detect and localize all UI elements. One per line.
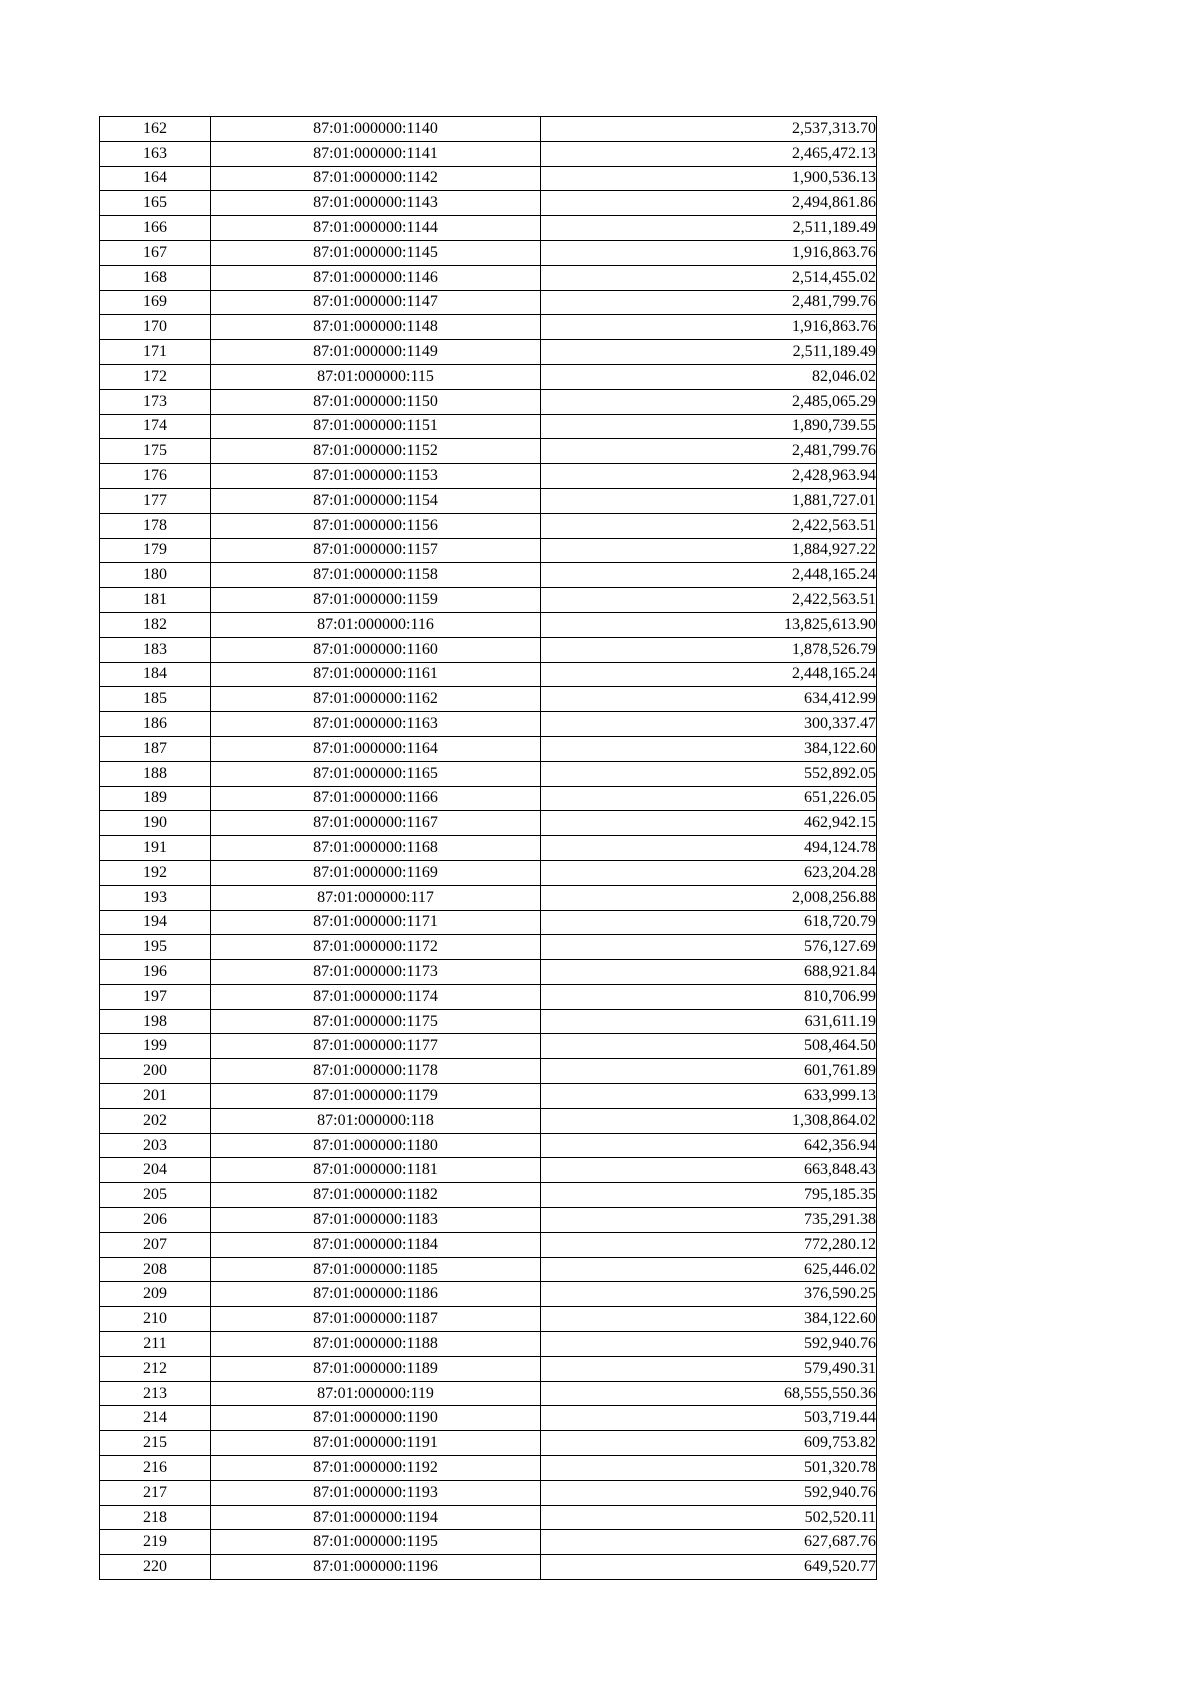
cadastral-value-cell: 592,940.76 — [541, 1332, 877, 1357]
table-row — [100, 488, 877, 513]
cadastral-value-cell: 631,611.19 — [541, 1009, 877, 1034]
row-number-cell: 162 — [100, 117, 211, 142]
row-number-cell: 198 — [100, 1009, 211, 1034]
table-row — [100, 1108, 877, 1133]
row-number-cell: 197 — [100, 984, 211, 1009]
table-row — [100, 1480, 877, 1505]
cadastral-number-cell: 87:01:000000:1165 — [211, 761, 541, 786]
cadastral-number-cell: 87:01:000000:1187 — [211, 1307, 541, 1332]
table-row — [100, 1406, 877, 1431]
table-row — [100, 1530, 877, 1555]
cadastral-value-cell: 13,825,613.90 — [541, 612, 877, 637]
cadastral-number-cell: 87:01:000000:1152 — [211, 439, 541, 464]
cadastral-number-cell: 87:01:000000:1182 — [211, 1183, 541, 1208]
cadastral-value-cell: 1,900,536.13 — [541, 166, 877, 191]
row-number-cell: 186 — [100, 712, 211, 737]
cadastral-number-cell: 87:01:000000:1162 — [211, 687, 541, 712]
row-number-cell: 208 — [100, 1257, 211, 1282]
cadastral-number-cell: 87:01:000000:1144 — [211, 216, 541, 241]
table-row — [100, 811, 877, 836]
table-row — [100, 836, 877, 861]
row-number-cell: 192 — [100, 860, 211, 885]
cadastral-value-cell: 502,520.11 — [541, 1505, 877, 1530]
cadastral-value-cell: 609,753.82 — [541, 1431, 877, 1456]
cadastral-number-cell: 87:01:000000:117 — [211, 885, 541, 910]
cadastral-number-cell: 87:01:000000:1194 — [211, 1505, 541, 1530]
cadastral-number-cell: 87:01:000000:1186 — [211, 1282, 541, 1307]
cadastral-number-cell: 87:01:000000:1185 — [211, 1257, 541, 1282]
cadastral-value-cell: 2,422,563.51 — [541, 513, 877, 538]
cadastral-number-cell: 87:01:000000:1161 — [211, 662, 541, 687]
cadastral-number-cell: 87:01:000000:1177 — [211, 1034, 541, 1059]
cadastral-value-cell: 82,046.02 — [541, 364, 877, 389]
cadastral-number-cell: 87:01:000000:1167 — [211, 811, 541, 836]
table-row — [100, 538, 877, 563]
cadastral-number-cell: 87:01:000000:1196 — [211, 1555, 541, 1580]
cadastral-number-cell: 87:01:000000:1178 — [211, 1059, 541, 1084]
row-number-cell: 199 — [100, 1034, 211, 1059]
row-number-cell: 179 — [100, 538, 211, 563]
table-row — [100, 240, 877, 265]
row-number-cell: 164 — [100, 166, 211, 191]
table-row — [100, 1356, 877, 1381]
cadastral-value-cell: 592,940.76 — [541, 1480, 877, 1505]
table-row — [100, 1257, 877, 1282]
cadastral-number-cell: 87:01:000000:1153 — [211, 464, 541, 489]
cadastral-value-cell: 501,320.78 — [541, 1456, 877, 1481]
table-row — [100, 860, 877, 885]
row-number-cell: 218 — [100, 1505, 211, 1530]
cadastral-number-cell: 87:01:000000:1157 — [211, 538, 541, 563]
cadastral-value-cell: 601,761.89 — [541, 1059, 877, 1084]
cadastral-value-cell: 1,881,727.01 — [541, 488, 877, 513]
table-row — [100, 687, 877, 712]
table-row — [100, 712, 877, 737]
row-number-cell: 210 — [100, 1307, 211, 1332]
cadastral-value-cell: 462,942.15 — [541, 811, 877, 836]
cadastral-value-cell: 625,446.02 — [541, 1257, 877, 1282]
cadastral-value-cell: 2,485,065.29 — [541, 389, 877, 414]
table-row — [100, 166, 877, 191]
cadastral-number-cell: 87:01:000000:1172 — [211, 935, 541, 960]
table-row — [100, 315, 877, 340]
row-number-cell: 175 — [100, 439, 211, 464]
row-number-cell: 180 — [100, 563, 211, 588]
row-number-cell: 190 — [100, 811, 211, 836]
table-row — [100, 1555, 877, 1580]
row-number-cell: 181 — [100, 588, 211, 613]
row-number-cell: 170 — [100, 315, 211, 340]
cadastral-number-cell: 87:01:000000:1142 — [211, 166, 541, 191]
cadastral-value-cell: 552,892.05 — [541, 761, 877, 786]
cadastral-number-cell: 87:01:000000:1190 — [211, 1406, 541, 1431]
row-number-cell: 194 — [100, 910, 211, 935]
table-row — [100, 761, 877, 786]
table-row — [100, 290, 877, 315]
row-number-cell: 178 — [100, 513, 211, 538]
cadastral-value-cell: 1,878,526.79 — [541, 637, 877, 662]
cadastral-number-cell: 87:01:000000:1147 — [211, 290, 541, 315]
table-row — [100, 637, 877, 662]
row-number-cell: 212 — [100, 1356, 211, 1381]
cadastral-number-cell: 87:01:000000:1188 — [211, 1332, 541, 1357]
cadastral-value-cell: 1,890,739.55 — [541, 414, 877, 439]
table-row — [100, 1009, 877, 1034]
cadastral-number-cell: 87:01:000000:1150 — [211, 389, 541, 414]
row-number-cell: 204 — [100, 1158, 211, 1183]
cadastral-value-cell: 508,464.50 — [541, 1034, 877, 1059]
row-number-cell: 187 — [100, 736, 211, 761]
cadastral-value-cell: 1,916,863.76 — [541, 240, 877, 265]
cadastral-number-cell: 87:01:000000:1160 — [211, 637, 541, 662]
cadastral-number-cell: 87:01:000000:1183 — [211, 1208, 541, 1233]
table-row — [100, 1332, 877, 1357]
table-row — [100, 1158, 877, 1183]
cadastral-value-cell: 2,494,861.86 — [541, 191, 877, 216]
row-number-cell: 183 — [100, 637, 211, 662]
row-number-cell: 215 — [100, 1431, 211, 1456]
table-row — [100, 563, 877, 588]
cadastral-number-cell: 87:01:000000:1175 — [211, 1009, 541, 1034]
row-number-cell: 176 — [100, 464, 211, 489]
table-row — [100, 191, 877, 216]
table-row — [100, 588, 877, 613]
cadastral-number-cell: 87:01:000000:1143 — [211, 191, 541, 216]
cadastral-value-cell: 2,448,165.24 — [541, 563, 877, 588]
cadastral-number-cell: 87:01:000000:118 — [211, 1108, 541, 1133]
cadastral-number-cell: 87:01:000000:1191 — [211, 1431, 541, 1456]
table-row — [100, 1208, 877, 1233]
cadastral-number-cell: 87:01:000000:1174 — [211, 984, 541, 1009]
cadastral-value-cell: 2,448,165.24 — [541, 662, 877, 687]
table-body — [100, 117, 877, 1580]
cadastral-number-cell: 87:01:000000:119 — [211, 1381, 541, 1406]
cadastral-value-cell: 688,921.84 — [541, 960, 877, 985]
cadastral-number-cell: 87:01:000000:1189 — [211, 1356, 541, 1381]
cadastral-number-cell: 87:01:000000:1192 — [211, 1456, 541, 1481]
cadastral-value-cell: 494,124.78 — [541, 836, 877, 861]
row-number-cell: 201 — [100, 1084, 211, 1109]
row-number-cell: 168 — [100, 265, 211, 290]
row-number-cell: 220 — [100, 1555, 211, 1580]
cadastral-value-cell: 642,356.94 — [541, 1133, 877, 1158]
table-row — [100, 364, 877, 389]
cadastral-value-cell: 576,127.69 — [541, 935, 877, 960]
row-number-cell: 202 — [100, 1108, 211, 1133]
cadastral-number-cell: 87:01:000000:1163 — [211, 712, 541, 737]
table-row — [100, 910, 877, 935]
cadastral-value-cell: 649,520.77 — [541, 1555, 877, 1580]
row-number-cell: 203 — [100, 1133, 211, 1158]
cadastral-value-cell: 300,337.47 — [541, 712, 877, 737]
cadastral-value-cell: 2,537,313.70 — [541, 117, 877, 142]
cadastral-value-cell: 579,490.31 — [541, 1356, 877, 1381]
cadastral-number-cell: 87:01:000000:1184 — [211, 1232, 541, 1257]
table-row — [100, 885, 877, 910]
table-row — [100, 414, 877, 439]
cadastral-number-cell: 87:01:000000:1180 — [211, 1133, 541, 1158]
table-row — [100, 1381, 877, 1406]
cadastral-number-cell: 87:01:000000:1146 — [211, 265, 541, 290]
cadastral-value-cell: 68,555,550.36 — [541, 1381, 877, 1406]
table-row — [100, 464, 877, 489]
cadastral-number-cell: 87:01:000000:1173 — [211, 960, 541, 985]
cadastral-number-cell: 87:01:000000:1169 — [211, 860, 541, 885]
table-row — [100, 439, 877, 464]
row-number-cell: 166 — [100, 216, 211, 241]
cadastral-value-cell: 2,481,799.76 — [541, 290, 877, 315]
table-row — [100, 1084, 877, 1109]
table-row — [100, 984, 877, 1009]
cadastral-number-cell: 87:01:000000:116 — [211, 612, 541, 637]
cadastral-value-cell: 810,706.99 — [541, 984, 877, 1009]
cadastral-value-cell: 384,122.60 — [541, 736, 877, 761]
row-number-cell: 211 — [100, 1332, 211, 1357]
cadastral-value-table — [99, 116, 877, 1580]
cadastral-number-cell: 87:01:000000:1193 — [211, 1480, 541, 1505]
row-number-cell: 189 — [100, 786, 211, 811]
table-row — [100, 1232, 877, 1257]
row-number-cell: 177 — [100, 488, 211, 513]
cadastral-number-cell: 87:01:000000:1164 — [211, 736, 541, 761]
cadastral-value-cell: 1,884,927.22 — [541, 538, 877, 563]
row-number-cell: 217 — [100, 1480, 211, 1505]
cadastral-value-cell: 503,719.44 — [541, 1406, 877, 1431]
row-number-cell: 209 — [100, 1282, 211, 1307]
row-number-cell: 200 — [100, 1059, 211, 1084]
row-number-cell: 174 — [100, 414, 211, 439]
table-row — [100, 340, 877, 365]
table-row — [100, 265, 877, 290]
table-row — [100, 1059, 877, 1084]
cadastral-value-cell: 623,204.28 — [541, 860, 877, 885]
table-row — [100, 1456, 877, 1481]
row-number-cell: 191 — [100, 836, 211, 861]
cadastral-number-cell: 87:01:000000:1166 — [211, 786, 541, 811]
cadastral-value-cell: 1,916,863.76 — [541, 315, 877, 340]
cadastral-number-cell: 87:01:000000:1140 — [211, 117, 541, 142]
table-row — [100, 612, 877, 637]
cadastral-value-cell: 384,122.60 — [541, 1307, 877, 1332]
table-row — [100, 786, 877, 811]
cadastral-value-cell: 633,999.13 — [541, 1084, 877, 1109]
row-number-cell: 216 — [100, 1456, 211, 1481]
row-number-cell: 184 — [100, 662, 211, 687]
cadastral-number-cell: 87:01:000000:1159 — [211, 588, 541, 613]
row-number-cell: 195 — [100, 935, 211, 960]
row-number-cell: 206 — [100, 1208, 211, 1233]
table-row — [100, 1034, 877, 1059]
cadastral-number-cell: 87:01:000000:1151 — [211, 414, 541, 439]
row-number-cell: 213 — [100, 1381, 211, 1406]
cadastral-number-cell: 87:01:000000:115 — [211, 364, 541, 389]
cadastral-number-cell: 87:01:000000:1181 — [211, 1158, 541, 1183]
cadastral-value-cell: 772,280.12 — [541, 1232, 877, 1257]
cadastral-value-cell: 2,008,256.88 — [541, 885, 877, 910]
cadastral-value-cell: 2,514,455.02 — [541, 265, 877, 290]
row-number-cell: 165 — [100, 191, 211, 216]
cadastral-number-cell: 87:01:000000:1148 — [211, 315, 541, 340]
cadastral-number-cell: 87:01:000000:1195 — [211, 1530, 541, 1555]
cadastral-number-cell: 87:01:000000:1168 — [211, 836, 541, 861]
table-row — [100, 389, 877, 414]
cadastral-value-cell: 2,511,189.49 — [541, 340, 877, 365]
cadastral-number-cell: 87:01:000000:1154 — [211, 488, 541, 513]
cadastral-value-cell: 2,422,563.51 — [541, 588, 877, 613]
table-row — [100, 1505, 877, 1530]
cadastral-value-cell: 376,590.25 — [541, 1282, 877, 1307]
table-row — [100, 141, 877, 166]
table-row — [100, 1431, 877, 1456]
table-row — [100, 1282, 877, 1307]
cadastral-value-cell: 651,226.05 — [541, 786, 877, 811]
row-number-cell: 214 — [100, 1406, 211, 1431]
row-number-cell: 185 — [100, 687, 211, 712]
cadastral-value-cell: 795,185.35 — [541, 1183, 877, 1208]
row-number-cell: 193 — [100, 885, 211, 910]
row-number-cell: 207 — [100, 1232, 211, 1257]
table-row — [100, 960, 877, 985]
row-number-cell: 219 — [100, 1530, 211, 1555]
row-number-cell: 167 — [100, 240, 211, 265]
cadastral-number-cell: 87:01:000000:1158 — [211, 563, 541, 588]
cadastral-value-cell: 735,291.38 — [541, 1208, 877, 1233]
cadastral-number-cell: 87:01:000000:1145 — [211, 240, 541, 265]
table-row — [100, 513, 877, 538]
row-number-cell: 169 — [100, 290, 211, 315]
row-number-cell: 171 — [100, 340, 211, 365]
row-number-cell: 205 — [100, 1183, 211, 1208]
row-number-cell: 196 — [100, 960, 211, 985]
cadastral-value-cell: 1,308,864.02 — [541, 1108, 877, 1133]
cadastral-value-cell: 2,428,963.94 — [541, 464, 877, 489]
row-number-cell: 172 — [100, 364, 211, 389]
table-row — [100, 1307, 877, 1332]
row-number-cell: 188 — [100, 761, 211, 786]
cadastral-number-cell: 87:01:000000:1179 — [211, 1084, 541, 1109]
table-row — [100, 117, 877, 142]
cadastral-value-cell: 634,412.99 — [541, 687, 877, 712]
cadastral-value-cell: 2,465,472.13 — [541, 141, 877, 166]
row-number-cell: 163 — [100, 141, 211, 166]
table-row — [100, 1183, 877, 1208]
row-number-cell: 182 — [100, 612, 211, 637]
cadastral-value-cell: 618,720.79 — [541, 910, 877, 935]
cadastral-value-cell: 2,481,799.76 — [541, 439, 877, 464]
cadastral-number-cell: 87:01:000000:1156 — [211, 513, 541, 538]
cadastral-number-cell: 87:01:000000:1141 — [211, 141, 541, 166]
table-row — [100, 662, 877, 687]
table-row — [100, 216, 877, 241]
cadastral-value-cell: 663,848.43 — [541, 1158, 877, 1183]
cadastral-value-cell: 627,687.76 — [541, 1530, 877, 1555]
cadastral-value-cell: 2,511,189.49 — [541, 216, 877, 241]
table-row — [100, 935, 877, 960]
cadastral-number-cell: 87:01:000000:1171 — [211, 910, 541, 935]
table-row — [100, 1133, 877, 1158]
row-number-cell: 173 — [100, 389, 211, 414]
table-row — [100, 736, 877, 761]
cadastral-number-cell: 87:01:000000:1149 — [211, 340, 541, 365]
